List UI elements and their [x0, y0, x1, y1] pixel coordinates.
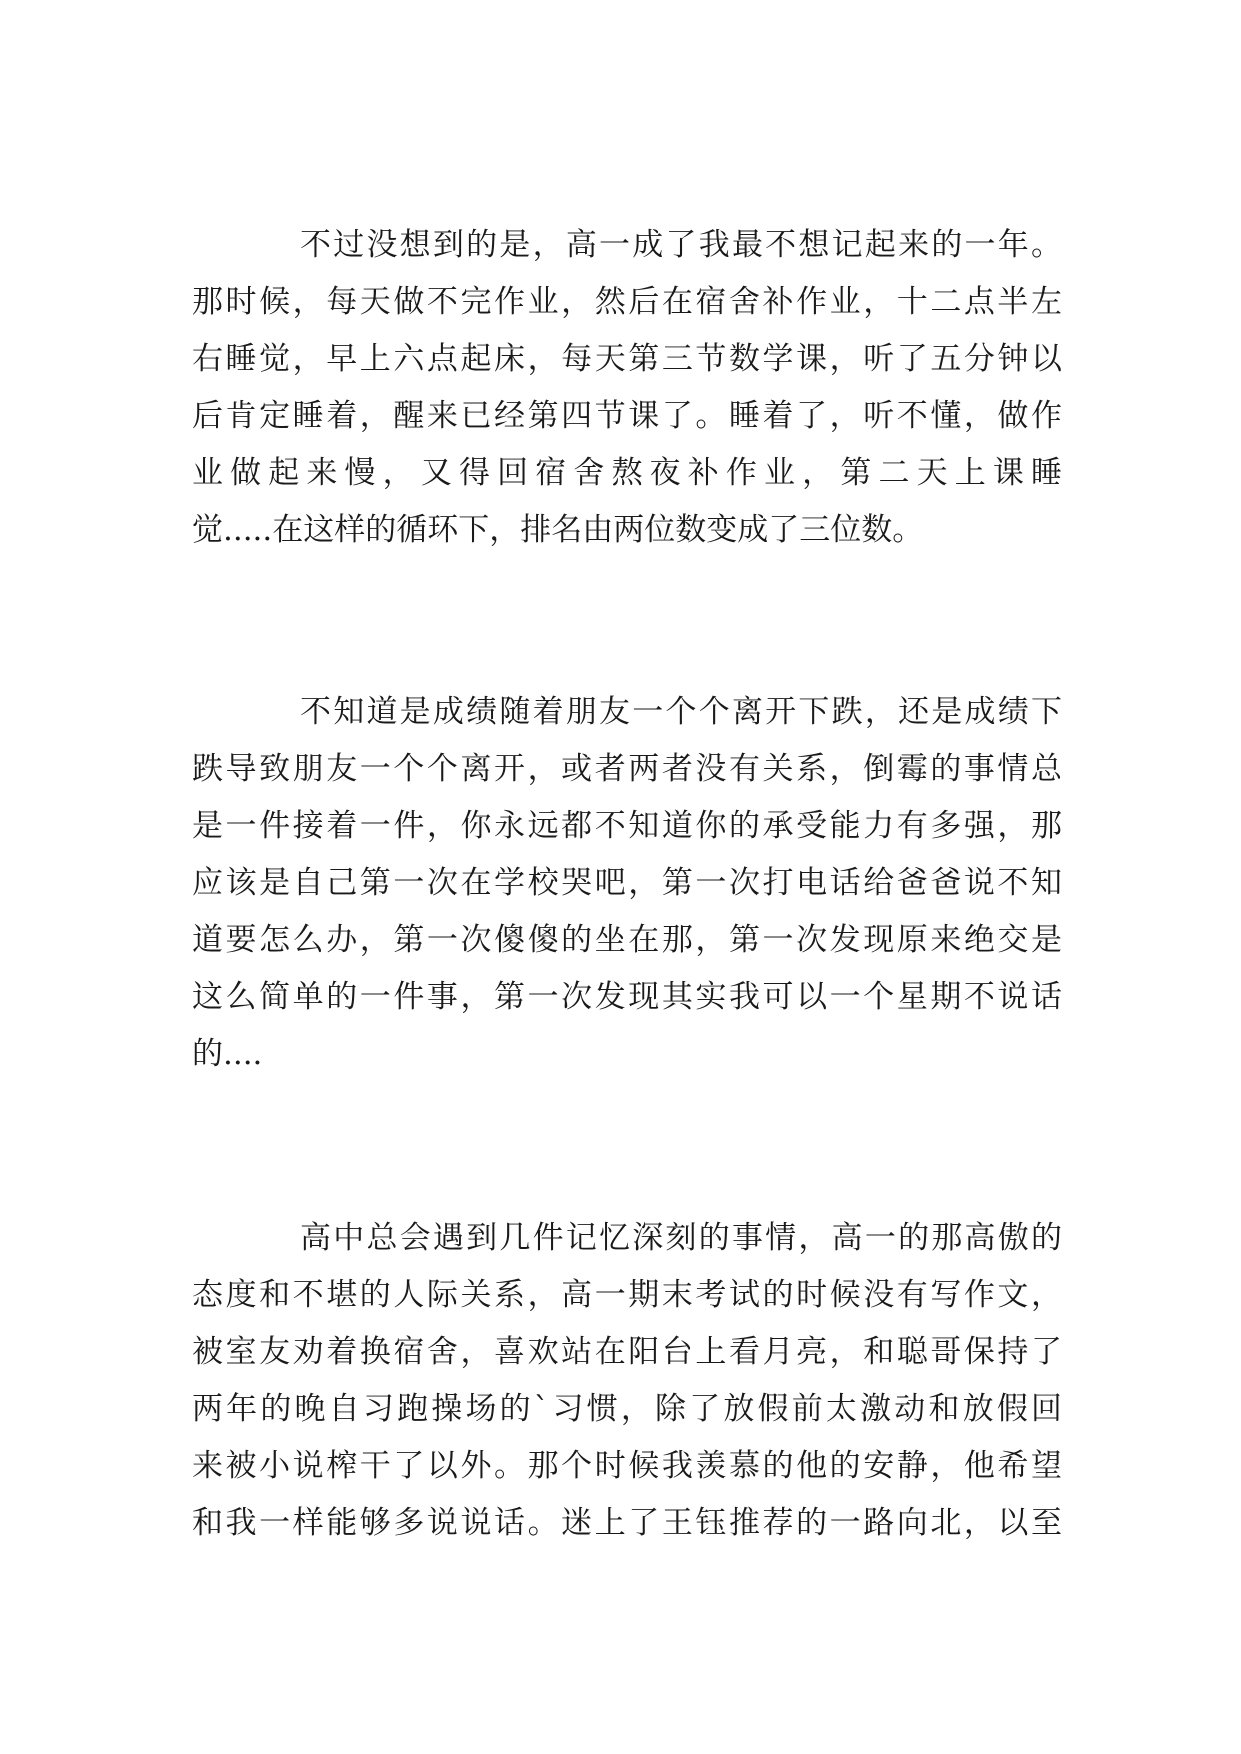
paragraph-2: [192, 684, 1062, 1083]
paragraph-line: 这么简单的一件事，第一次发现其实我可以一个星期不说话: [192, 979, 1062, 1015]
paragraph-line: 应该是自己第一次在学校哭吧，第一次打电话给爸爸说不知: [192, 865, 1062, 901]
paragraph-line: 态度和不堪的人际关系，高一期末考试的时候没有写作文，: [192, 1277, 1062, 1313]
paragraph-line: 两年的晚自习跑操场的`习惯，除了放假前太激动和放假回: [192, 1391, 1062, 1427]
paragraph-line: 被室友劝着换宿舍，喜欢站在阳台上看月亮，和聪哥保持了: [192, 1334, 1062, 1370]
paragraph-line: 那时候，每天做不完作业，然后在宿舍补作业，十二点半左: [192, 284, 1062, 320]
paragraph-line: 后肯定睡着，醒来已经第四节课了。睡着了，听不懂，做作: [192, 398, 1062, 434]
paragraph-3: [192, 1210, 1062, 1552]
paragraph-line: 的....: [192, 1036, 263, 1072]
paragraph-line: 来被小说榨干了以外。那个时候我羡慕的他的安静，他希望: [192, 1448, 1062, 1484]
paragraph-line: 业做起来慢，又得回宿舍熬夜补作业，第二天上课睡: [192, 455, 1062, 491]
paragraph-line: 是一件接着一件，你永远都不知道你的承受能力有多强，那: [192, 808, 1062, 844]
paragraph-line: 不知道是成绩随着朋友一个个离开下跌，还是成绩下: [300, 694, 1062, 730]
paragraph-line: 道要怎么办，第一次傻傻的坐在那，第一次发现原来绝交是: [192, 922, 1062, 958]
paragraph-line: 右睡觉，早上六点起床，每天第三节数学课，听了五分钟以: [192, 341, 1062, 377]
paragraph-line: 跌导致朋友一个个离开，或者两者没有关系，倒霉的事情总: [192, 751, 1062, 787]
paragraph-1: [192, 217, 1062, 559]
paragraph-line: 觉.....在这样的循环下，排名由两位数变成了三位数。: [192, 512, 924, 548]
paragraph-line: 不过没想到的是，高一成了我最不想记起来的一年。: [300, 227, 1062, 263]
paragraph-line: 高中总会遇到几件记忆深刻的事情，高一的那高傲的: [300, 1220, 1062, 1256]
paragraph-line: 和我一样能够多说说话。迷上了王钰推荐的一路向北，以至: [192, 1505, 1062, 1541]
